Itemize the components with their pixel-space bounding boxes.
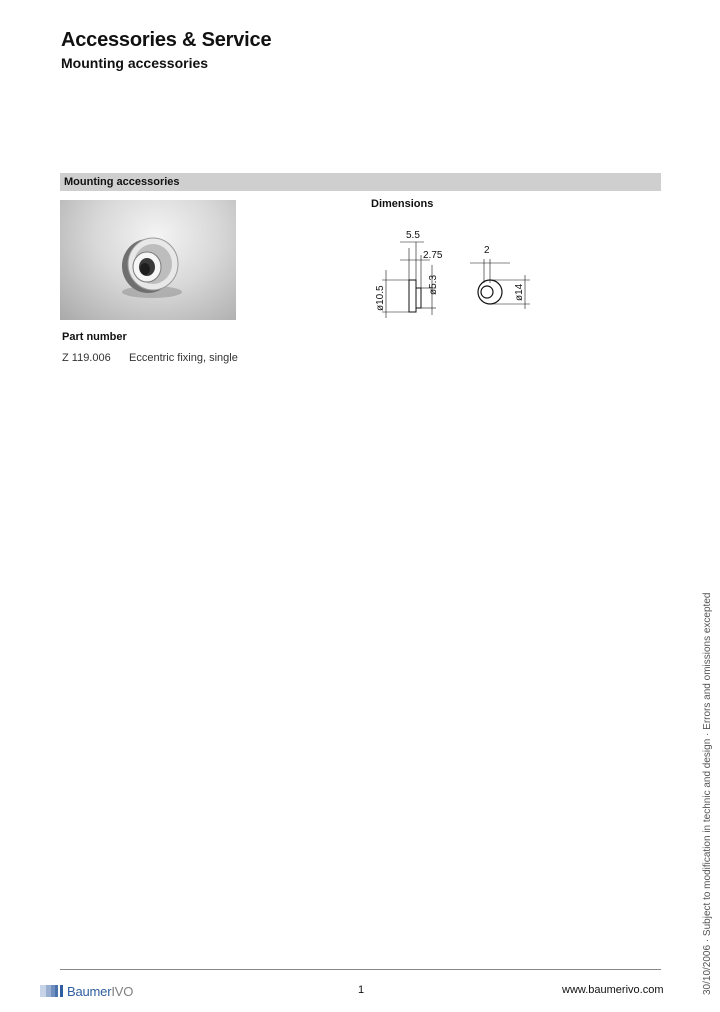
page-subtitle: Mounting accessories bbox=[61, 55, 209, 71]
flange-outline bbox=[409, 280, 416, 312]
section-header: Mounting accessories bbox=[60, 173, 661, 191]
eccentric-fixing-image bbox=[60, 200, 236, 320]
dimensions-drawing bbox=[370, 225, 540, 325]
website-link[interactable]: www.baumerivo.com bbox=[562, 984, 664, 996]
brand-main: Baumer bbox=[67, 983, 112, 999]
dim-2: 2 bbox=[484, 245, 490, 256]
product-photo bbox=[60, 200, 236, 320]
dim-dia-10-5: ø10.5 bbox=[375, 285, 386, 311]
part-number-value: Z 119.006 bbox=[62, 352, 111, 364]
boss-outline bbox=[416, 288, 421, 308]
logo-stripes-icon bbox=[40, 985, 63, 997]
dim-2-75: 2.75 bbox=[423, 250, 443, 261]
dim-5-5: 5.5 bbox=[406, 230, 420, 241]
page-title: Accessories & Service bbox=[61, 29, 272, 51]
part-number-heading: Part number bbox=[62, 331, 127, 343]
dimensions-heading: Dimensions bbox=[371, 198, 434, 210]
page-number: 1 bbox=[358, 984, 365, 996]
inner-bore-outline bbox=[481, 286, 493, 298]
part-description: Eccentric fixing, single bbox=[129, 352, 238, 364]
brand-name bbox=[67, 984, 133, 999]
dim-dia-5-3: ø5.3 bbox=[428, 274, 439, 295]
legal-note: 30/10/2006 · Subject to modification in technic and design · Errors and omissions excepted bbox=[702, 592, 713, 995]
baumer-logo bbox=[40, 983, 133, 999]
footer-divider bbox=[60, 969, 661, 970]
outer-ring-outline bbox=[478, 280, 502, 304]
dim-dia-14: ø14 bbox=[514, 283, 525, 301]
brand-sub: IVO bbox=[111, 983, 134, 999]
